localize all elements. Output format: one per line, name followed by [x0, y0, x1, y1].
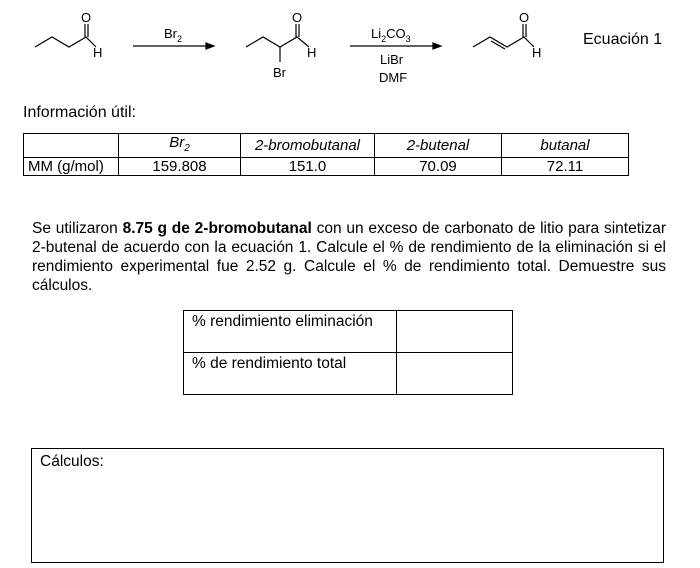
- value-br2: 159.808: [119, 158, 241, 176]
- calculations-box[interactable]: [31, 448, 664, 563]
- bromobutanal-structure: [246, 24, 309, 62]
- reaction-arrow-2: [350, 43, 441, 49]
- row-label-mm: MM (g/mol): [24, 158, 119, 176]
- header-br2: $Br_2$: [119, 134, 241, 158]
- oxygen-label-1: O: [81, 10, 92, 25]
- hydrogen-label-2: H: [307, 45, 317, 60]
- label-rendimiento-total: % de rendimiento total: [184, 353, 397, 395]
- answer-field-eliminacion[interactable]: [397, 311, 513, 353]
- hydrogen-label-1: H: [93, 45, 103, 60]
- reaction-scheme: [0, 0, 700, 100]
- reagent-libr: LiBr: [380, 52, 404, 67]
- value-2-butenal: 70.09: [375, 158, 502, 176]
- header-2-butenal: 2-butenal: [375, 134, 502, 158]
- answer-table: [183, 310, 513, 395]
- problem-statement: Se utilizaron 8.75 g de 2-bromobutanal con un exceso de carbonato de litio para sintetizar 2-butenal de acuerdo con la ecuación 1. Calcule el % de rendimiento de la eliminación si el rendimiento experimental fue 2.52 g. Calcule el % de rendimiento total. Demuestre sus cálculos.: [32, 220, 666, 294]
- molar-mass-table: [23, 133, 629, 176]
- label-rendimiento-eliminacion: % rendimiento eliminación: [184, 311, 397, 353]
- oxygen-label-2: O: [292, 10, 303, 25]
- info-title: Información útil:: [23, 104, 136, 121]
- table-row: [24, 158, 629, 176]
- butenal-structure: [473, 24, 534, 49]
- hydrogen-label-3: H: [532, 45, 542, 60]
- reaction-arrow-1: [133, 43, 214, 49]
- table-header-row: [24, 134, 629, 158]
- value-2-bromobutanal: 151.0: [241, 158, 375, 176]
- reagent-br2: $Br_2$: [164, 26, 183, 44]
- equation-label: Ecuación 1: [583, 31, 663, 48]
- reagent-li2co3: $Li_2CO_3$: [371, 26, 411, 44]
- value-butanal: 72.11: [502, 158, 629, 176]
- table-row: [184, 311, 513, 353]
- problem-bold-mass: 8.75 g de 2-bromobutanal: [122, 220, 312, 237]
- table-corner-cell: [24, 134, 119, 158]
- solvent-dmf: DMF: [379, 70, 408, 85]
- header-2-bromobutanal: 2-bromobutanal: [241, 134, 375, 158]
- bromine-label: Br: [273, 65, 286, 80]
- oxygen-label-3: O: [519, 10, 530, 25]
- calculations-label: Cálculos:: [40, 453, 104, 470]
- answer-field-total[interactable]: [397, 353, 513, 395]
- table-row: [184, 353, 513, 395]
- butanal-structure: [35, 24, 96, 47]
- header-butanal: butanal: [502, 134, 629, 158]
